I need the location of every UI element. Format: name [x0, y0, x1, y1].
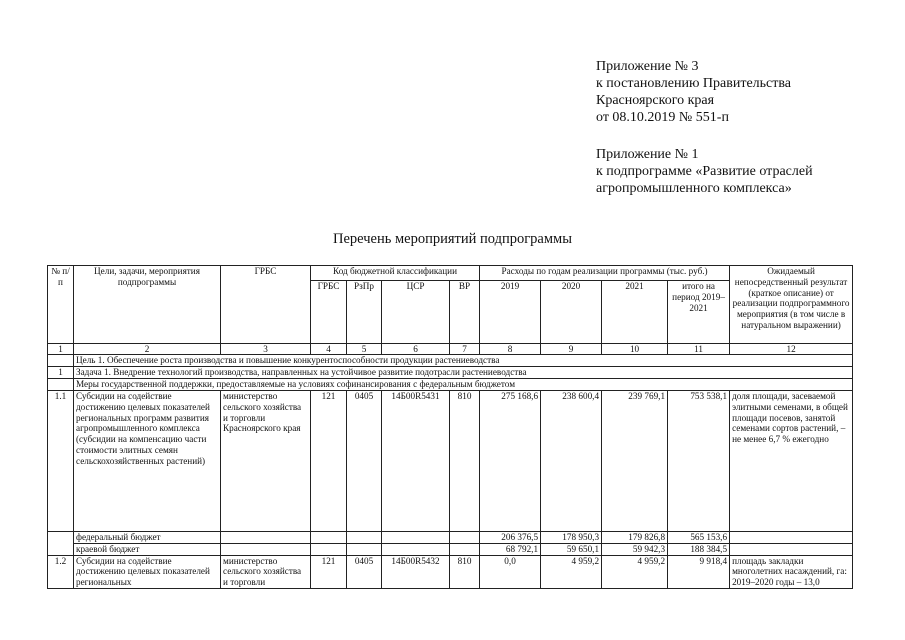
appendix-3-line-3: Красноярского края [596, 93, 715, 108]
header-grbs: ГРБС [221, 266, 311, 344]
row-1-1-total: 753 538,1 [668, 391, 730, 532]
row-1-1-fed-label: федеральный бюджет [74, 532, 221, 544]
row-1-1-2020: 238 600,4 [541, 391, 602, 532]
header-vr: ВР [450, 281, 480, 344]
col-number: 7 [450, 344, 480, 355]
header-result: Ожидаемый непосредственный результат (краткое описание) от реализации подпрограммного мероприятия (в том числе в натуральном выражении) [730, 266, 853, 344]
header-budget-code: Код бюджетной классификации [311, 266, 480, 281]
appendix-3-line-1: Приложение № 3 [596, 59, 699, 74]
row-1-1-reg-total: 188 384,5 [668, 543, 730, 555]
row-1-1-fed-total: 565 153,6 [668, 532, 730, 544]
row-1-2-num: 1.2 [48, 555, 74, 588]
measures-table [47, 265, 853, 589]
row-1-1-grbs-code: 121 [311, 391, 347, 532]
row-1-1-fed-2020: 178 950,3 [541, 532, 602, 544]
row-1-2-total: 9 918,4 [668, 555, 730, 588]
task-1-num: 1 [48, 367, 74, 379]
row-1-2-name: Субсидии на содействие достижению целевых показателей региональных [74, 555, 221, 588]
appendix-3-line-2: к постановлению Правительства [596, 76, 792, 91]
row-1-1-grbs: министерство сельского хозяйства и торговли Красноярского края [221, 391, 311, 532]
measures-heading: Меры государственной поддержки, предоставляемые на условиях софинансирования с федеральным бюджетом [74, 379, 853, 391]
row-1-1-reg-2021: 59 942,3 [602, 543, 668, 555]
column-number-row [48, 344, 853, 355]
row-1-2-2020: 4 959,2 [541, 555, 602, 588]
row-1-1-2019: 275 168,6 [480, 391, 541, 532]
header-num: № п/п [48, 266, 74, 344]
col-number: 12 [730, 344, 853, 355]
header-grbs-code: ГРБС [311, 281, 347, 344]
appendix-1-line-1: Приложение № 1 [596, 147, 699, 162]
header-row-1 [48, 266, 853, 281]
row-1-1-2021: 239 769,1 [602, 391, 668, 532]
row-1-2-rzpr: 0405 [347, 555, 382, 588]
row-1-1-csr: 14Б00R5431 [382, 391, 450, 532]
row-1-1-reg-label: краевой бюджет [74, 543, 221, 555]
row-1-2-grbs: министерство сельского хозяйства и торговли [221, 555, 311, 588]
col-number: 11 [668, 344, 730, 355]
header-total: итого на период 2019–2021 [668, 281, 730, 344]
appendix-1-line-2: к подпрограмме «Развитие отраслей [596, 164, 813, 179]
task-row [48, 367, 853, 379]
row-1-1-name: Субсидии на содействие достижению целевых показателей региональных программ развития агропромышленного комплекса (субсидии на компенсацию части стоимости элитных семян сельскохозяйственных растений) [74, 391, 221, 532]
header-goals: Цели, задачи, мероприятия подпрограммы [74, 266, 221, 344]
appendix-3-line-4: от 08.10.2019 № 551-п [596, 110, 729, 125]
col-number: 9 [541, 344, 602, 355]
appendix-3-block [596, 58, 791, 126]
table-row [48, 555, 853, 588]
task-1: Задача 1. Внедрение технологий производства, направленных на устойчивое развитие подотрасли растениеводства [74, 367, 853, 379]
row-1-1-num: 1.1 [48, 391, 74, 532]
row-1-2-grbs-code: 121 [311, 555, 347, 588]
row-1-1-rzpr: 0405 [347, 391, 382, 532]
header-2020: 2020 [541, 281, 602, 344]
table-row [48, 543, 853, 555]
goal-row [48, 355, 853, 367]
row-1-2-2019: 0,0 [480, 555, 541, 588]
row-1-2-2021: 4 959,2 [602, 555, 668, 588]
header-2019: 2019 [480, 281, 541, 344]
row-1-2-vr: 810 [450, 555, 480, 588]
table-row [48, 391, 853, 532]
col-number: 8 [480, 344, 541, 355]
col-number: 2 [74, 344, 221, 355]
col-number: 5 [347, 344, 382, 355]
header-expenses: Расходы по годам реализации программы (тыс. руб.) [480, 266, 730, 281]
col-number: 3 [221, 344, 311, 355]
header-2021: 2021 [602, 281, 668, 344]
row-1-2-csr: 14Б00R5432 [382, 555, 450, 588]
col-number: 1 [48, 344, 74, 355]
row-1-1-reg-2020: 59 650,1 [541, 543, 602, 555]
goal-1: Цель 1. Обеспечение роста производства и повышение конкурентоспособности продукции растениеводства [74, 355, 853, 367]
row-1-2-result: площадь закладки многолетних насаждений, га: 2019–2020 годы – 13,0 [730, 555, 853, 588]
row-1-1-fed-2021: 179 826,8 [602, 532, 668, 544]
header-rzpr: РзПр [347, 281, 382, 344]
table-row [48, 532, 853, 544]
row-1-1-fed-2019: 206 376,5 [480, 532, 541, 544]
row-1-1-vr: 810 [450, 391, 480, 532]
row-1-1-result: доля площади, засеваемой элитными семенами, в общей площади посевов, занятой семенами сортов растений, – не менее 6,7 % ежегодно [730, 391, 853, 532]
col-number: 4 [311, 344, 347, 355]
measures-row [48, 379, 853, 391]
header-csr: ЦСР [382, 281, 450, 344]
appendix-1-block [596, 146, 813, 197]
row-1-1-reg-2019: 68 792,1 [480, 543, 541, 555]
document-title: Перечень мероприятий подпрограммы [333, 231, 572, 247]
appendix-1-line-3: агропромышленного комплекса» [596, 181, 792, 196]
col-number: 6 [382, 344, 450, 355]
col-number: 10 [602, 344, 668, 355]
